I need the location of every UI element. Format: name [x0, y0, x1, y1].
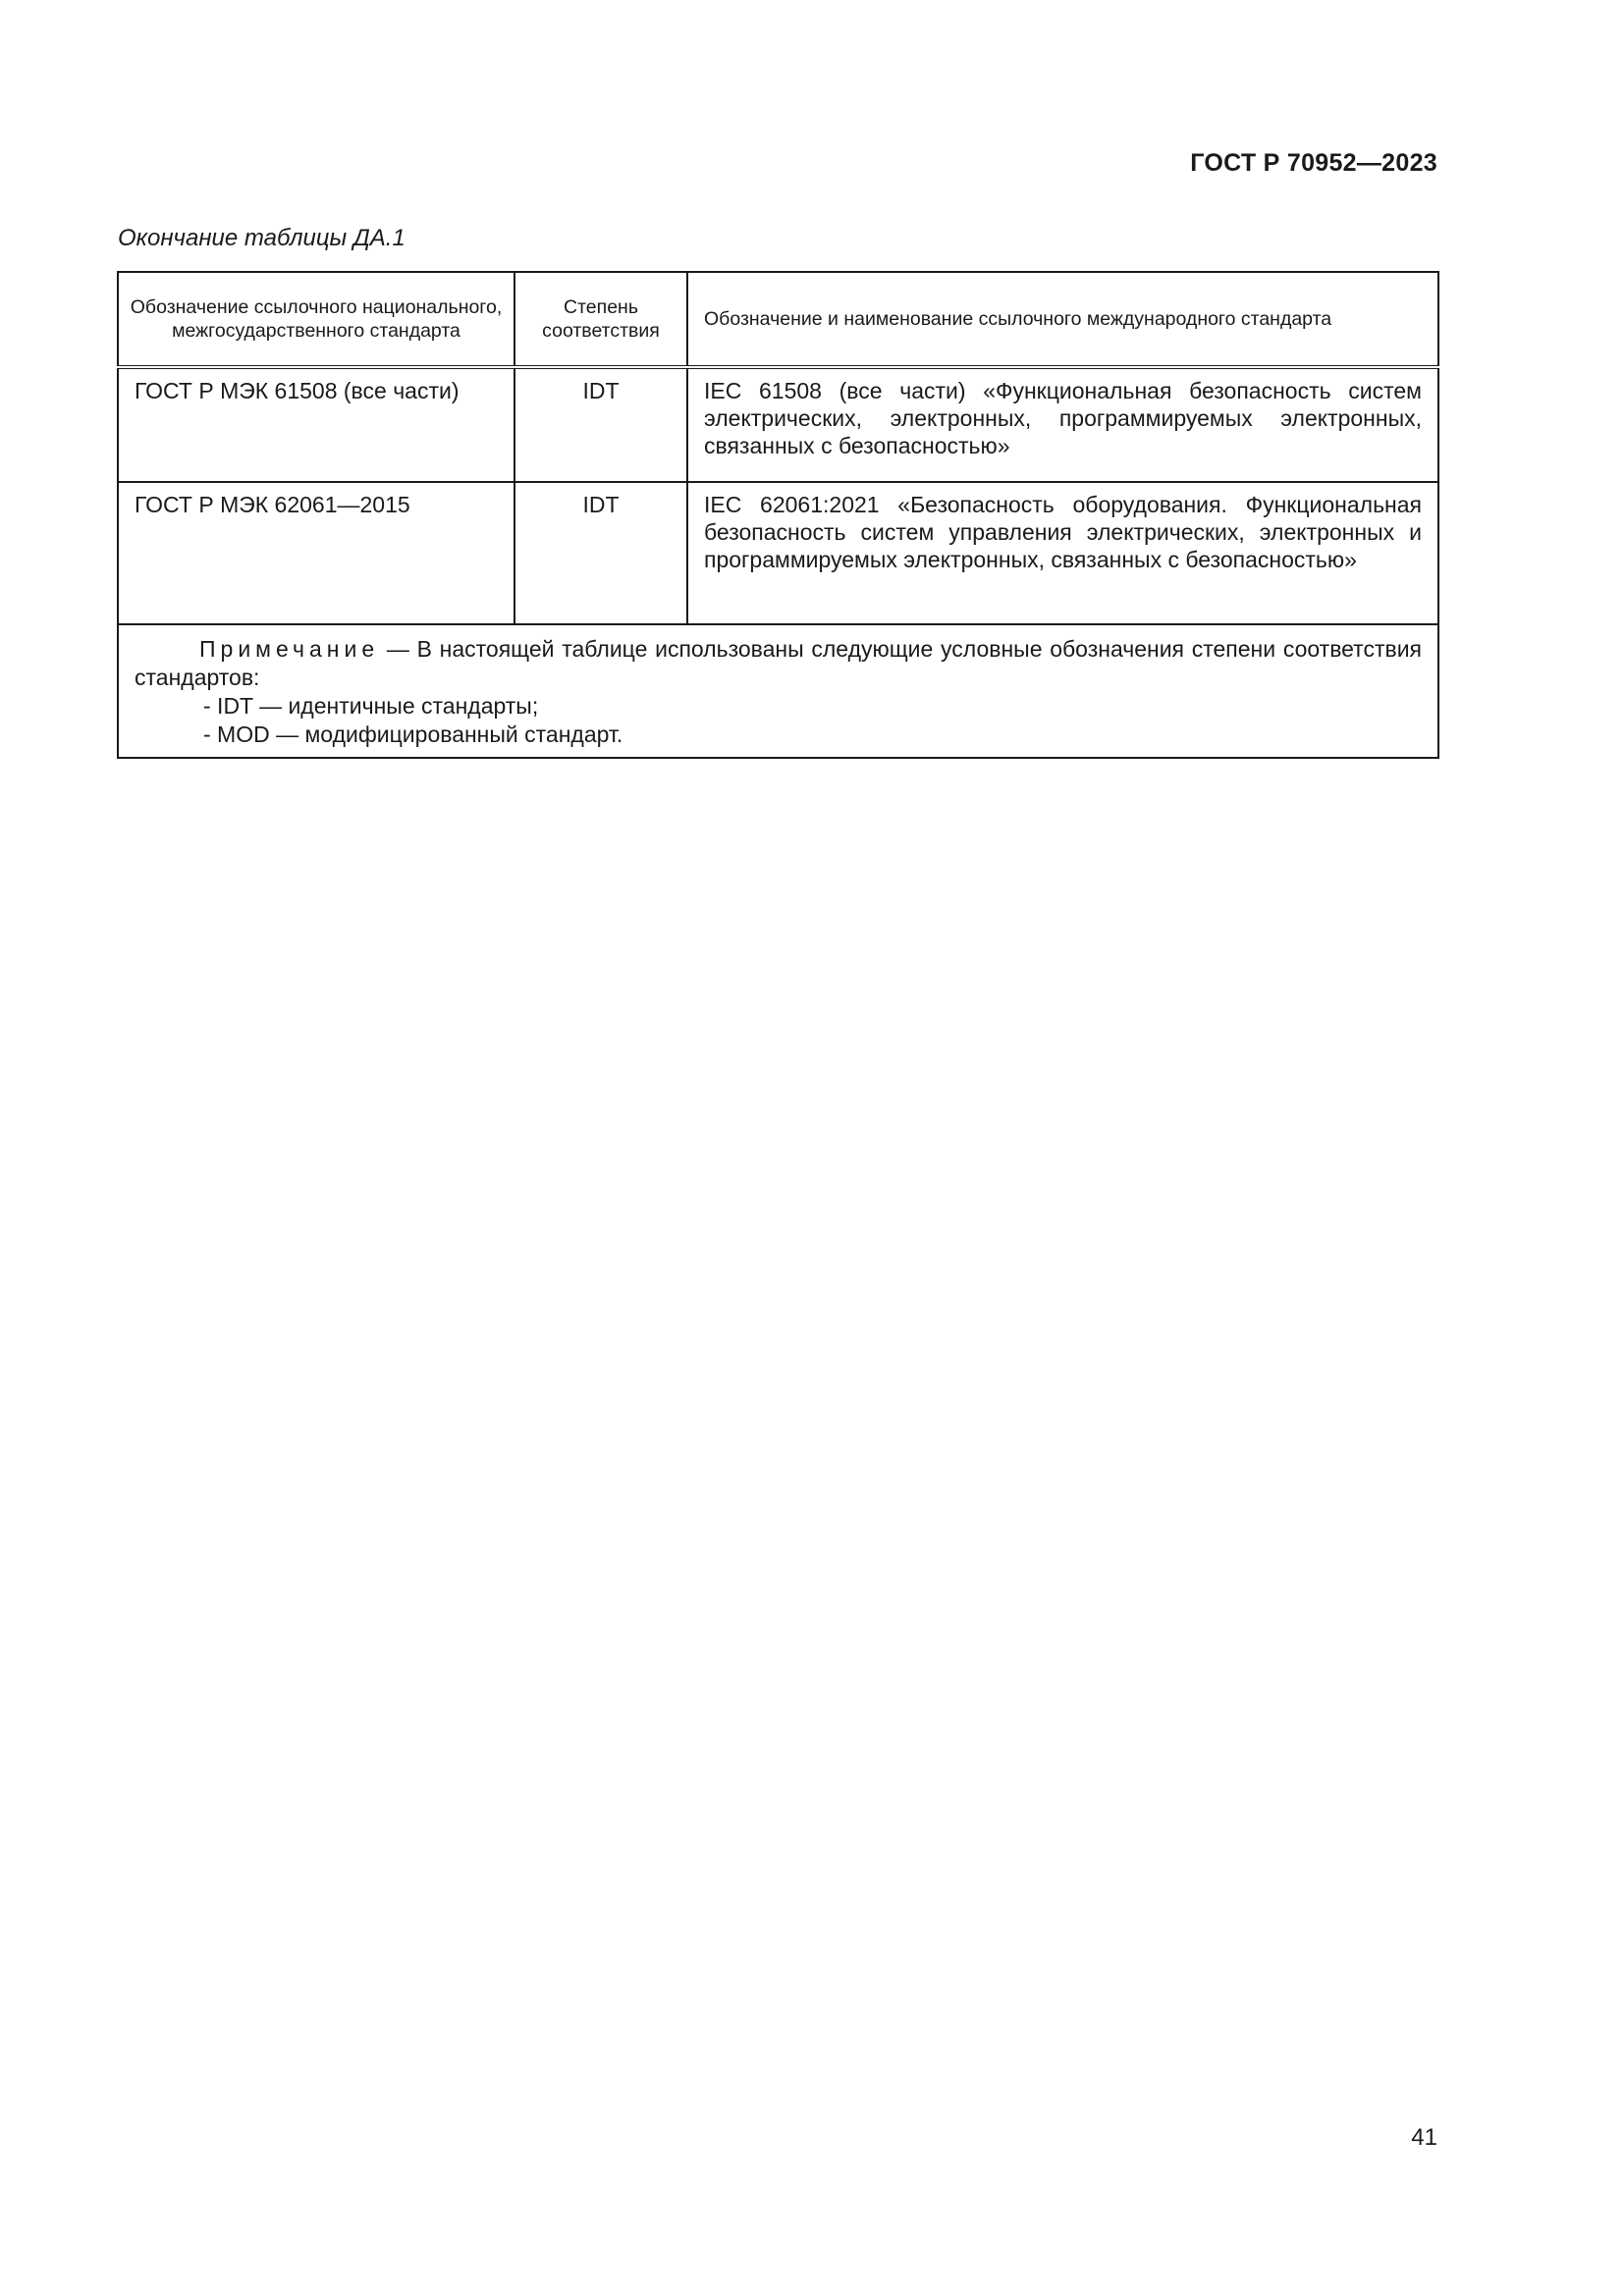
cell-degree: IDT [514, 367, 687, 482]
note-item-mod: - MOD — модифицированный стандарт. [203, 721, 623, 747]
note-text: — В настоящей таблице использованы следующие условные обозначения степени соответствия стандартов: [135, 636, 1423, 690]
table-caption: Окончание таблицы ДА.1 [118, 225, 406, 251]
note-item-idt: - IDT — идентичные стандарты; [203, 693, 539, 719]
header-national-standard: Обозначение ссылочного национального, межгосударственного стандарта [118, 272, 514, 367]
cell-national-standard: ГОСТ Р МЭК 62061—2015 [118, 482, 514, 624]
header-international-standard: Обозначение и наименование ссылочного международного стандарта [687, 272, 1438, 367]
table-header-row [118, 272, 1438, 367]
cell-national-standard: ГОСТ Р МЭК 61508 (все части) [118, 367, 514, 482]
note-paragraph [135, 635, 1422, 692]
note-label: Примечание [199, 636, 380, 662]
cell-degree: IDT [514, 482, 687, 624]
reference-standards-table [117, 271, 1439, 759]
document-code: ГОСТ Р 70952—2023 [1190, 149, 1437, 177]
cell-international-standard: IEC 61508 (все части) «Функциональная безопасность систем электрических, электронных, программируемых электронных, связанных с безопасностью» [687, 367, 1438, 482]
table-row [118, 367, 1438, 482]
table-row [118, 482, 1438, 624]
table-note [118, 624, 1438, 758]
header-degree-of-correspondence: Степень соответствия [514, 272, 687, 367]
table-note-row [118, 624, 1438, 758]
page-number: 41 [1411, 2124, 1437, 2151]
cell-international-standard: IEC 62061:2021 «Безопасность оборудования. Функциональная безопасность систем управления электрических, электронных и программируемых электронных, связанных с безопасностью» [687, 482, 1438, 624]
